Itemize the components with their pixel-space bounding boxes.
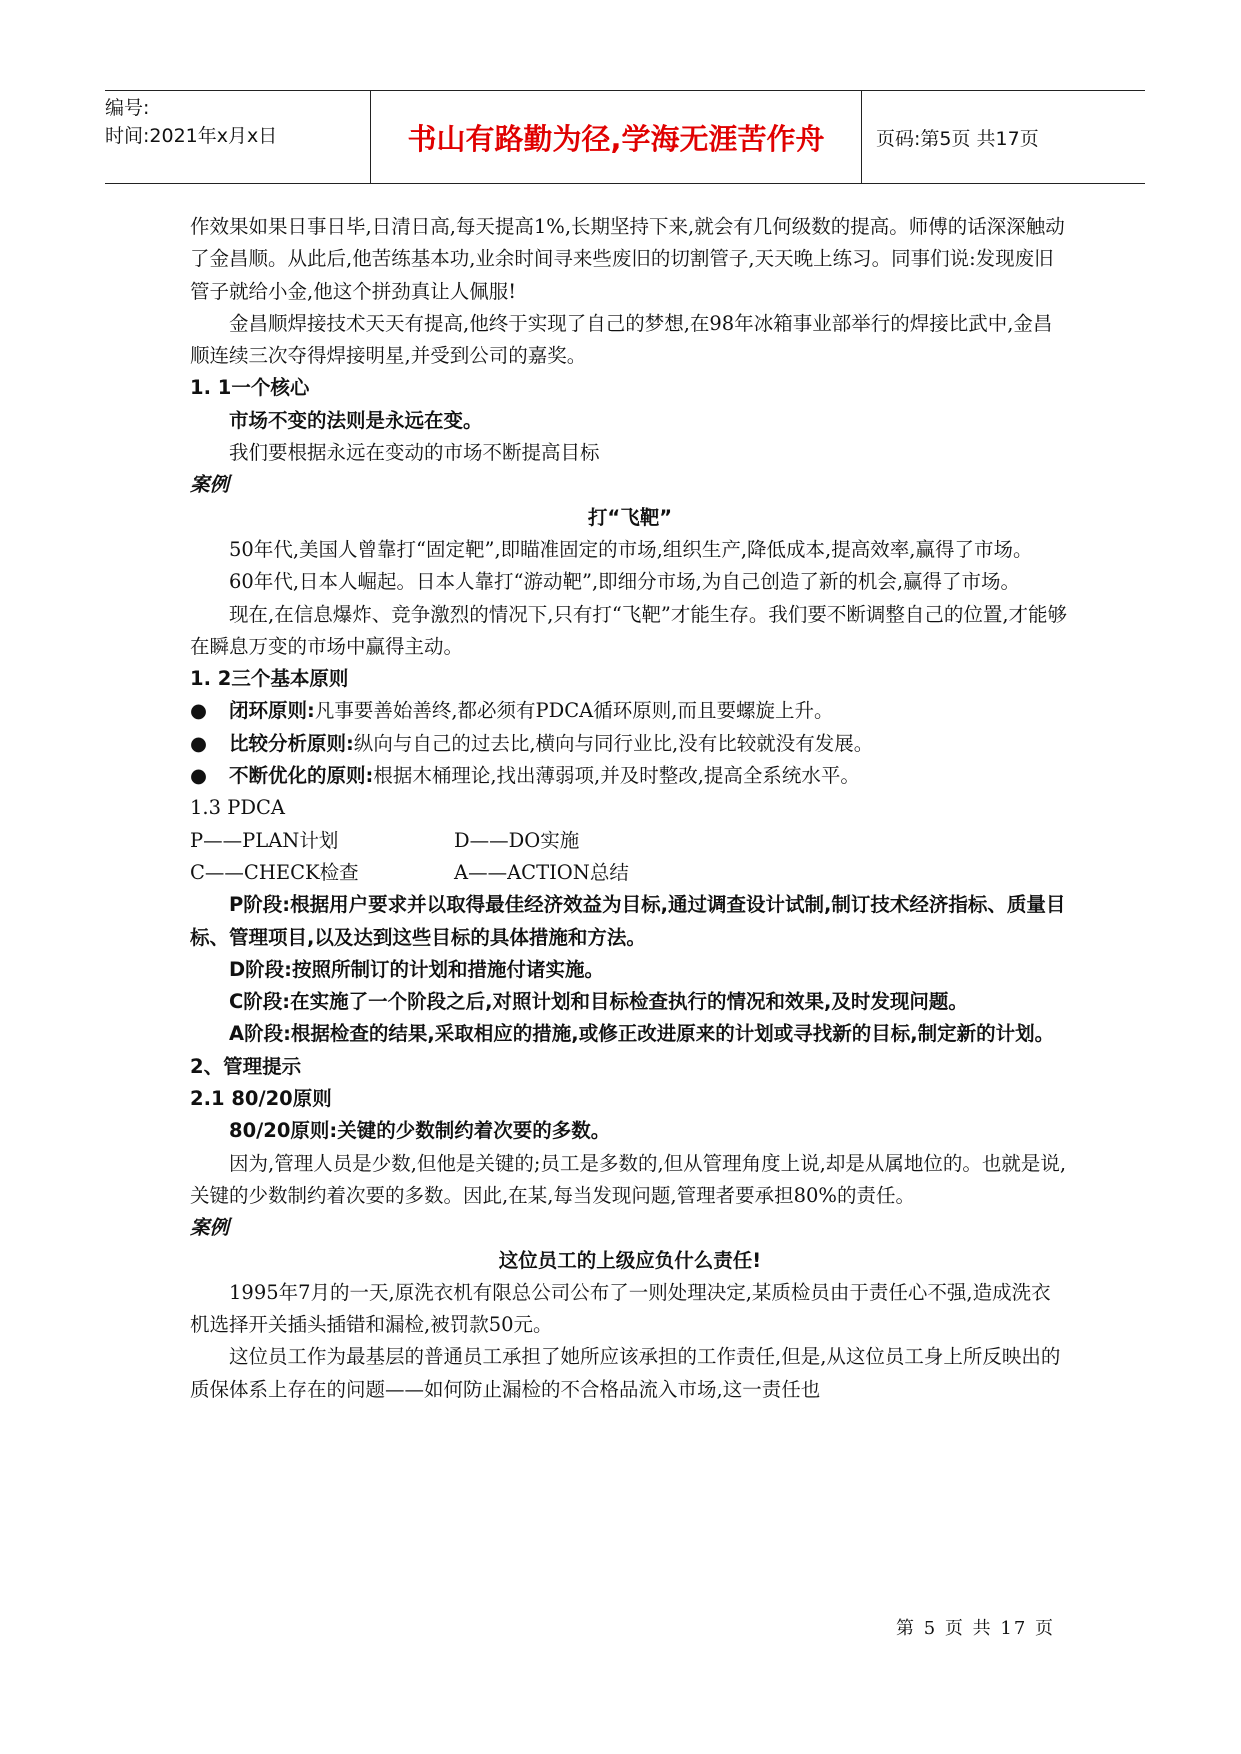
page-footer: 第 5 页 共 17 页 bbox=[896, 1618, 1055, 1639]
paragraph: 因为,管理人员是少数,但他是关键的;员工是多数的,但从管理角度上说,却是从属地位的。也就是说,关键的少数制约着次要的多数。因此,在某,每当发现问题,管理者要承担80%的责任。 bbox=[190, 1151, 1067, 1207]
bullet-dot-icon: ● bbox=[190, 731, 208, 755]
section-heading-1-2: 1. 2三个基本原则 bbox=[190, 667, 349, 691]
bullet-item bbox=[190, 695, 1070, 727]
bullet-text: 根据木桶理论,找出薄弱项,并及时整改,提高全系统水平。 bbox=[373, 764, 860, 788]
section-heading-1-1: 1. 1一个核心 bbox=[190, 376, 310, 400]
header-info bbox=[105, 91, 370, 186]
stage-c: C阶段:在实施了一个阶段之后,对照计划和目标检查执行的情况和效果,及时发现问题。 bbox=[229, 990, 968, 1014]
stage-d: D阶段:按照所制订的计划和措施付诸实施。 bbox=[229, 957, 604, 981]
pdca-action: A——ACTION总结 bbox=[454, 860, 629, 884]
page-header bbox=[105, 90, 1145, 184]
paragraph: 我们要根据永远在变动的市场不断提高目标 bbox=[229, 441, 600, 465]
paragraph: 50年代,美国人曾靠打“固定靶”,即瞄准固定的市场,组织生产,降低成本,提高效率,赢得了市场。 bbox=[229, 537, 1033, 561]
pdca-do: D——DO实施 bbox=[454, 828, 580, 852]
paragraph: 金昌顺焊接技术天天有提高,他终于实现了自己的梦想,在98年冰箱事业部举行的焊接比武中,金昌顺连续三次夺得焊接明星,并受到公司的嘉奖。 bbox=[190, 311, 1053, 368]
case-label: 案例 bbox=[190, 1216, 230, 1240]
header-motto: 书山有路勤为径,学海无涯苦作舟 bbox=[370, 91, 862, 183]
case-title: 打“飞靶” bbox=[587, 505, 673, 529]
stage-p: P阶段:根据用户要求并以取得最佳经济效益为目标,通过调查设计试制,制订技术经济指标、质量目标、管理项目,以及达到这些目标的具体措施和方法。 bbox=[190, 893, 1066, 949]
bullet-term: 闭环原则: bbox=[229, 699, 315, 723]
section-subheading: 市场不变的法则是永远在变。 bbox=[229, 408, 483, 432]
paragraph: 现在,在信息爆炸、竞争激烈的情况下,只有打“飞靶”才能生存。我们要不断调整自己的位置,才能够在瞬息万变的市场中赢得主动。 bbox=[190, 602, 1068, 658]
paragraph: 60年代,日本人崛起。日本人靠打“游动靶”,即细分市场,为自己创造了新的机会,赢得了市场。 bbox=[229, 570, 1021, 594]
pdca-row bbox=[190, 825, 1070, 857]
section-heading-1-3: 1.3 PDCA bbox=[190, 796, 285, 820]
bullet-term: 比较分析原则: bbox=[229, 731, 354, 755]
bullet-dot-icon: ● bbox=[190, 699, 208, 723]
section-heading-2-1: 2.1 80/20原则 bbox=[190, 1087, 332, 1111]
bullet-item bbox=[190, 728, 1070, 760]
bullet-dot-icon: ● bbox=[190, 764, 208, 788]
pdca-row bbox=[190, 857, 1070, 889]
paragraph: 1995年7月的一天,原洗衣机有限总公司公布了一则处理决定,某质检员由于责任心不强,造成洗衣机选择开关插头插错和漏检,被罚款50元。 bbox=[190, 1280, 1051, 1337]
stage-a: A阶段:根据检查的结果,采取相应的措施,或修正改进原来的计划或寻找新的目标,制定新的计划。 bbox=[229, 1022, 1055, 1046]
pdca-plan: P——PLAN计划 bbox=[190, 828, 339, 852]
case-title: 这位员工的上级应负什么责任! bbox=[498, 1248, 762, 1272]
pdca-check: C——CHECK检查 bbox=[190, 860, 359, 884]
section-heading-2: 2、管理提示 bbox=[190, 1054, 302, 1078]
bullet-term: 不断优化的原则: bbox=[229, 764, 374, 788]
bullet-text: 纵向与自己的过去比,横向与同行业比,没有比较就没有发展。 bbox=[353, 731, 874, 755]
paragraph: 作效果如果日事日毕,日清日高,每天提高1%,长期坚持下来,就会有几何级数的提高。师傅的话深深触动了金昌顺。从此后,他苦练基本功,业余时间寻来些废旧的切割管子,天天晚上练习。同事们说:发现废旧管子就给小金,他这个拼劲真让人佩服! bbox=[190, 215, 1065, 303]
section-subheading: 80/20原则:关键的少数制约着次要的多数。 bbox=[229, 1119, 611, 1143]
bullet-text: 凡事要善始善终,都必须有PDCA循环原则,而且要螺旋上升。 bbox=[314, 699, 834, 723]
document-body bbox=[190, 211, 1070, 1406]
document-time: 时间:2021年x月x日 bbox=[105, 125, 278, 147]
bullet-item bbox=[190, 760, 1070, 792]
case-label: 案例 bbox=[190, 473, 230, 497]
header-page-number: 页码:第5页 共17页 bbox=[876, 127, 1039, 150]
paragraph: 这位员工作为最基层的普通员工承担了她所应该承担的工作责任,但是,从这位员工身上所反映出的质保体系上存在的问题——如何防止漏检的不合格品流入市场,这一责任也 bbox=[190, 1345, 1061, 1401]
document-number: 编号: bbox=[105, 97, 150, 119]
